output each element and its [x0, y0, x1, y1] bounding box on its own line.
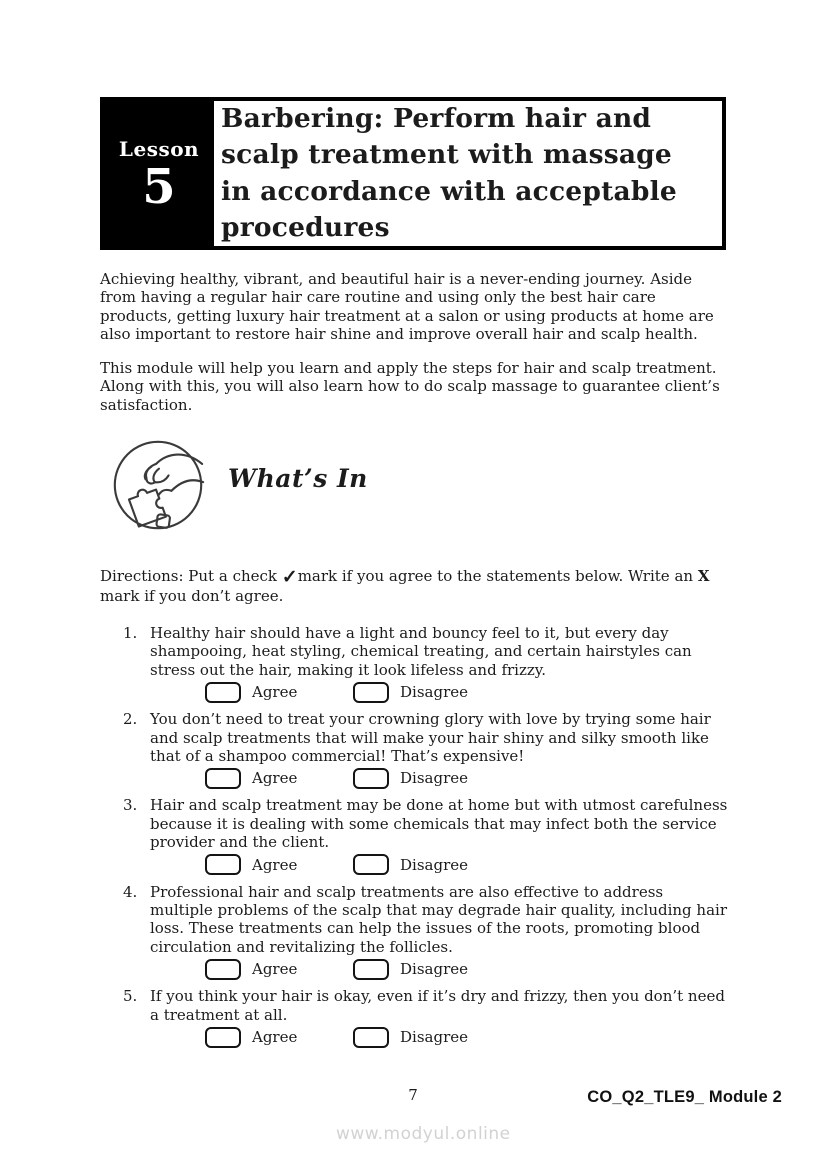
directions-middle: mark if you agree to the statements below. Write an [297, 567, 698, 585]
agree-label: Agree [252, 1028, 298, 1047]
question-number: 2. [123, 710, 138, 729]
question-text: Healthy hair should have a light and bouncy feel to it, but every day shampooing, heat styling, chemical treating, and certain hairstyles can stress out the hair, making it look lifeless and frizzy. [150, 624, 692, 679]
disagree-label: Disagree [400, 683, 468, 702]
x-mark-symbol: X [697, 567, 710, 585]
agree-checkbox[interactable] [205, 1027, 241, 1048]
lesson-number: 5 [142, 158, 176, 215]
question-text: You don’t need to treat your crowning glory with love by trying some hair and scalp treatments that will make your hair shiny and silky smooth like that of a shampoo commercial! That’s expensive! [150, 710, 711, 766]
disagree-checkbox[interactable] [353, 682, 389, 703]
question-item-4 [123, 883, 730, 981]
lesson-label: Lesson [118, 136, 200, 161]
hand-placing-puzzle-piece-icon [110, 435, 206, 537]
question-number: 1. [123, 624, 138, 642]
choice-row [205, 958, 730, 980]
check-mark-icon: ✓ [281, 566, 298, 588]
question-item-1 [123, 624, 730, 703]
intro-paragraph-2: This module will help you learn and apply the steps for hair and scalp treatment. Along with this, you will also learn how to do scalp massage to guarantee client’s satisfaction. [100, 359, 720, 414]
watermark-text: www.modyul.online [336, 1124, 511, 1144]
disagree-checkbox[interactable] [353, 1027, 389, 1048]
agree-label: Agree [252, 855, 298, 874]
directions-suffix: mark if you don’t agree. [100, 587, 284, 605]
disagree-label: Disagree [400, 769, 468, 788]
disagree-checkbox[interactable] [353, 959, 389, 980]
question-number: 3. [123, 796, 138, 815]
question-item-5 [123, 987, 730, 1048]
disagree-label: Disagree [400, 855, 468, 874]
agree-checkbox[interactable] [205, 768, 241, 789]
agree-checkbox[interactable] [205, 854, 241, 875]
agree-checkbox[interactable] [205, 682, 241, 703]
disagree-checkbox[interactable] [353, 854, 389, 875]
agree-checkbox[interactable] [205, 959, 241, 980]
lesson-title-line: in accordance with acceptable [221, 175, 677, 207]
question-number: 5. [123, 987, 138, 1006]
question-item-3 [123, 796, 730, 875]
lesson-title-line: Barbering: Perform hair and [221, 102, 652, 134]
lesson-number-cell [104, 101, 214, 246]
question-item-2 [123, 710, 730, 789]
whats-in-heading: What’s In [228, 464, 368, 493]
agree-label: Agree [252, 960, 298, 979]
lesson-title-line: scalp treatment with massage [221, 139, 672, 170]
directions-text [100, 567, 734, 606]
agree-label: Agree [252, 683, 298, 702]
intro-paragraph-1: Achieving healthy, vibrant, and beautiful hair is a never-ending journey. Aside from having a regular hair care routine and using only the best hair care products, getting luxury hair treatment at a salon or using products at home are also important to restore hair shine and improve overall hair and scalp health. [100, 270, 714, 344]
question-text: Hair and scalp treatment may be done at home but with utmost carefulness because it is dealing with some chemicals that may infect both the service provider and the client. [150, 796, 728, 852]
module-code: CO_Q2_TLE9_ Module 2 [587, 1088, 782, 1106]
page-number: 7 [408, 1086, 418, 1104]
choice-row [205, 681, 730, 703]
choice-row [205, 767, 730, 789]
lesson-title [214, 101, 722, 246]
question-number: 4. [123, 882, 138, 901]
question-text: If you think your hair is okay, even if it’s dry and frizzy, then you don’t need a treatment at all. [150, 987, 725, 1024]
choice-row [205, 1026, 730, 1048]
lesson-header-banner [100, 97, 726, 250]
question-list [123, 624, 730, 1055]
question-text: Professional hair and scalp treatments are also effective to address multiple problems of the scalp that may degrade hair quality, including hair loss. These treatments can help the issues of the roots, promoting blood circulation and revitalizing the follicles. [150, 882, 727, 956]
disagree-label: Disagree [400, 1028, 468, 1047]
agree-label: Agree [252, 769, 298, 788]
disagree-label: Disagree [400, 960, 468, 979]
lesson-title-line: procedures [221, 212, 390, 243]
directions-prefix: Directions: Put a check [100, 567, 282, 585]
choice-row [205, 854, 730, 876]
disagree-checkbox[interactable] [353, 768, 389, 789]
